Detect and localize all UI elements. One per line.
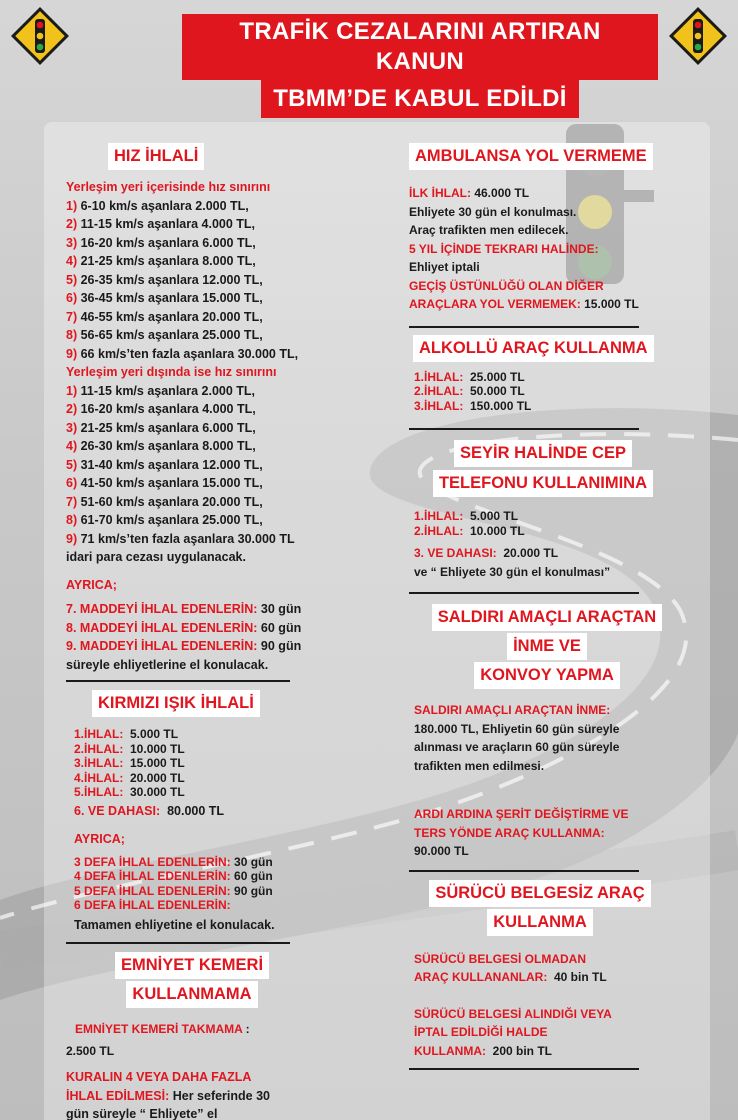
item-number: 6): [66, 291, 78, 305]
phone-more-label: 3. VE DAHASI:: [414, 546, 497, 560]
item-number: 8): [66, 513, 78, 527]
list-item: [66, 637, 336, 656]
item-number: 9): [66, 346, 78, 361]
item-text: 36-45 km/s aşanlara 15.000 TL,: [80, 291, 263, 305]
seatbelt-line-3-label: İHLAL EDİLMESİ:: [66, 1088, 170, 1103]
item-value: 20.000 TL: [123, 770, 185, 785]
list-item: [414, 384, 699, 399]
item-number: 9): [66, 531, 78, 546]
item-label: 2.İHLAL:: [74, 741, 124, 756]
item-number: 7): [66, 309, 78, 324]
list-item: [66, 215, 336, 234]
ambulance-first-label: İLK İHLAL:: [409, 186, 471, 200]
list-item: [74, 742, 336, 757]
item-number: 6): [66, 476, 78, 490]
ambulance-line-7-label: ARAÇLARA YOL VERMEMEK:: [409, 297, 581, 311]
red-light-more-label: 6. VE DAHASI:: [74, 803, 161, 818]
list-item: [74, 771, 336, 786]
list-item: [66, 234, 336, 253]
item-label: 2.İHLAL:: [414, 523, 464, 538]
ambulance-line-2: Ehliyete 30 gün el konulması.: [409, 204, 577, 219]
alcohol-list: [414, 370, 699, 414]
attack-line-4: trafikten men edilmesi.: [414, 758, 545, 773]
list-item: [74, 869, 336, 884]
list-item: [74, 756, 336, 771]
ambulance-line-3: Araç trafikten men edilecek.: [409, 223, 569, 237]
alcohol-heading: ALKOLLÜ ARAÇ KULLANMA: [413, 335, 654, 362]
item-number: 7): [66, 494, 78, 509]
list-item: [66, 600, 336, 619]
madde-note: süreyle ehliyetlerine el konulacak.: [66, 657, 269, 672]
title-line-2: TBMM’DE KABUL EDİLDİ: [261, 80, 579, 118]
ambulance-line-5: Ehliyet iptali: [409, 260, 480, 274]
list-item: [414, 524, 699, 539]
item-value: 90 gün: [230, 883, 273, 898]
phone-heading-2: TELEFONU KULLANIMINA: [433, 470, 653, 497]
license-line-5-label: KULLANMA:: [414, 1043, 486, 1058]
ayrica-label-2: AYRICA;: [74, 832, 125, 846]
license-line-1: SÜRÜCÜ BELGESİ OLMADAN: [414, 951, 587, 966]
item-number: 8): [66, 328, 78, 342]
list-item: [74, 855, 336, 870]
section-divider: [409, 428, 639, 430]
ambulance-line-7-amount: 15.000 TL: [580, 297, 639, 311]
item-text: 11-15 km/s aşanlara 2.000 TL,: [80, 383, 256, 398]
ambulance-line-6: GEÇİŞ ÜSTÜNLÜĞÜ OLAN DİĞER: [409, 278, 604, 293]
section-divider: [409, 326, 639, 328]
item-label: 5 DEFA İHLAL EDENLERİN:: [74, 883, 231, 898]
item-label: 1.İHLAL:: [74, 727, 124, 741]
attack-line-1: SALDIRI AMAÇLI ARAÇTAN İNME:: [414, 703, 611, 717]
item-text: 71 km/s’ten fazla aşanlara 30.000 TL: [80, 531, 295, 546]
license-line-5-amount: 200 bin TL: [485, 1043, 552, 1058]
section-divider: [409, 592, 639, 594]
title-line-1: TRAFİK CEZALARINI ARTIRAN KANUN: [182, 14, 658, 80]
item-label: 8. MADDEYİ İHLAL EDENLERİN:: [66, 620, 258, 635]
attack-line-7: 90.000 TL: [414, 844, 469, 858]
list-item: [66, 289, 336, 308]
item-label: 7. MADDEYİ İHLAL EDENLERİN:: [66, 602, 258, 616]
list-item: [66, 511, 336, 530]
item-number: 4): [66, 254, 78, 268]
license-heading-1: SÜRÜCÜ BELGESİZ ARAÇ: [429, 880, 650, 907]
item-text: 56-65 km/s aşanlara 25.000 TL,: [80, 328, 263, 342]
seatbelt-line-label: EMNİYET KEMERİ TAKMAMA: [75, 1022, 243, 1036]
item-text: 21-25 km/s aşanlara 8.000 TL,: [80, 254, 256, 268]
license-line-4: İPTAL EDİLDİĞİ HALDE: [414, 1025, 548, 1039]
item-text: 26-35 km/s aşanlara 12.000 TL,: [80, 272, 263, 287]
right-column: [409, 143, 699, 1070]
phone-note: ve “ Ehliyete 30 gün el konulması”: [414, 564, 611, 579]
list-item: [66, 326, 336, 345]
item-value: 90 gün: [257, 639, 302, 653]
seatbelt-line-colon: :: [242, 1022, 250, 1036]
list-item: [74, 898, 336, 913]
item-label: 5.İHLAL:: [74, 785, 124, 799]
phone-heading-1: SEYİR HALİNDE CEP: [454, 440, 632, 467]
item-number: 2): [66, 217, 78, 231]
repeat-list: [74, 855, 336, 913]
item-number: 4): [66, 439, 78, 453]
item-text: 11-15 km/s aşanlara 4.000 TL,: [80, 217, 256, 231]
section-divider: [66, 942, 290, 944]
item-value: 25.000 TL: [463, 369, 525, 384]
attack-line-5: ARDI ARDINA ŞERİT DEĞİŞTİRME VE: [414, 807, 629, 821]
list-item: [66, 382, 336, 401]
ambulance-heading: AMBULANSA YOL VERMEME: [409, 143, 653, 170]
phone-list: [414, 509, 699, 538]
item-text: 6-10 km/s aşanlara 2.000 TL,: [80, 198, 249, 213]
list-item: [74, 727, 336, 742]
list-item: [66, 456, 336, 475]
item-number: 2): [66, 402, 78, 416]
seatbelt-line-3-text: Her seferinde 30: [169, 1088, 270, 1103]
item-label: 4.İHLAL:: [74, 770, 124, 785]
attack-line-2: 180.000 TL, Ehliyetin 60 gün süreyle: [414, 721, 620, 736]
list-item: [66, 493, 336, 512]
madde-list: [66, 600, 336, 656]
license-line-2-amount: 40 bin TL: [547, 970, 607, 984]
item-label: 6 DEFA İHLAL EDENLERİN:: [74, 898, 231, 912]
item-value: 30 gün: [257, 602, 302, 616]
item-label: 2.İHLAL:: [414, 384, 464, 398]
item-value: 60 gün: [230, 869, 273, 883]
ambulance-line-4: 5 YIL İÇİNDE TEKRARI HALİNDE:: [409, 241, 599, 256]
item-number: 1): [66, 198, 78, 213]
item-text: 31-40 km/s aşanlara 12.000 TL,: [80, 457, 263, 472]
seatbelt-heading-2: KULLANMAMA: [126, 981, 257, 1008]
item-value: 10.000 TL: [463, 523, 525, 538]
item-text: 66 km/s’ten fazla aşanlara 30.000 TL,: [80, 346, 299, 361]
list-item: [66, 345, 336, 364]
rural-speed-title: Yerleşim yeri dışında ise hız sınırını: [66, 365, 277, 379]
attack-line-6: TERS YÖNDE ARAÇ KULLANMA:: [414, 825, 605, 840]
seatbelt-amount: 2.500 TL: [66, 1043, 115, 1058]
section-divider: [409, 870, 639, 872]
license-line-3: SÜRÜCÜ BELGESİ ALINDIĞI VEYA: [414, 1006, 612, 1021]
license-line-2-label: ARAÇ KULLANANLAR:: [414, 970, 548, 984]
seatbelt-line-4: gün süreyle “ Ehliyete” el: [66, 1107, 218, 1120]
list-item: [66, 271, 336, 290]
attack-heading-2: İNME VE: [507, 633, 587, 660]
item-value: 150.000 TL: [463, 398, 532, 413]
attack-heading-3: KONVOY YAPMA: [474, 662, 620, 689]
speed-violation-heading: HIZ İHLALİ: [108, 143, 204, 170]
rural-speed-list: [66, 382, 336, 549]
list-item: [74, 785, 336, 800]
item-value: 5.000 TL: [123, 727, 179, 741]
item-value: 15.000 TL: [123, 756, 185, 770]
list-item: [74, 884, 336, 899]
urban-speed-list: [66, 197, 336, 364]
seatbelt-heading-1: EMNİYET KEMERİ: [115, 952, 269, 979]
list-item: [66, 619, 336, 638]
repeat-note: Tamamen ehliyetine el konulacak.: [74, 917, 275, 932]
seatbelt-line-2: KURALIN 4 VEYA DAHA FAZLA: [66, 1070, 252, 1084]
item-text: 61-70 km/s aşanlara 25.000 TL,: [80, 513, 263, 527]
ayrica-label: AYRICA;: [66, 577, 117, 592]
traffic-light-sign-icon: [668, 6, 728, 66]
left-column: [66, 143, 336, 1120]
item-text: 16-20 km/s aşanlara 6.000 TL,: [80, 235, 256, 250]
page-title: [182, 14, 658, 118]
red-light-heading: KIRMIZI IŞIK İHLALİ: [92, 690, 260, 717]
item-number: 5): [66, 457, 78, 472]
list-item: [66, 308, 336, 327]
list-item: [414, 509, 699, 524]
item-number: 3): [66, 235, 78, 250]
urban-speed-title: Yerleşim yeri içerisinde hız sınırını: [66, 180, 271, 194]
item-label: 3 DEFA İHLAL EDENLERİN:: [74, 854, 231, 869]
item-label: 4 DEFA İHLAL EDENLERİN:: [74, 869, 231, 883]
item-text: 51-60 km/s aşanlara 20.000 TL,: [80, 494, 263, 509]
section-divider: [409, 1068, 639, 1070]
item-value: 30.000 TL: [123, 785, 185, 799]
item-label: 3.İHLAL:: [74, 756, 124, 770]
license-heading-2: KULLANMA: [487, 909, 592, 936]
list-item: [66, 400, 336, 419]
list-item: [414, 370, 699, 385]
list-item: [66, 530, 336, 549]
item-label: 1.İHLAL:: [414, 369, 464, 384]
list-item: [66, 197, 336, 216]
attack-line-3: alınması ve araçların 60 gün süreyle: [414, 740, 620, 754]
item-number: 3): [66, 420, 78, 435]
item-number: 1): [66, 383, 78, 398]
item-value: 10.000 TL: [123, 741, 185, 756]
list-item: [414, 399, 699, 414]
list-item: [66, 437, 336, 456]
red-light-more-amount: 80.000 TL: [160, 803, 225, 818]
item-value: 30 gün: [230, 854, 273, 869]
ambulance-first-amount: 46.000 TL: [471, 186, 530, 200]
item-number: 5): [66, 272, 78, 287]
phone-more-amount: 20.000 TL: [496, 546, 559, 560]
list-item: [66, 474, 336, 493]
section-divider: [66, 680, 290, 682]
item-label: 1.İHLAL:: [414, 509, 464, 523]
list-item: [66, 252, 336, 271]
item-label: 3.İHLAL:: [414, 398, 464, 413]
attack-heading-1: SALDIRI AMAÇLI ARAÇTAN: [432, 604, 662, 631]
red-light-list: [74, 727, 336, 800]
item-text: 16-20 km/s aşanlara 4.000 TL,: [80, 402, 256, 416]
item-text: 26-30 km/s aşanlara 8.000 TL,: [80, 439, 256, 453]
item-label: 9. MADDEYİ İHLAL EDENLERİN:: [66, 639, 258, 653]
item-value: 5.000 TL: [463, 509, 519, 523]
traffic-light-sign-icon: [10, 6, 70, 66]
item-value: 50.000 TL: [463, 384, 525, 398]
item-text: 41-50 km/s aşanlara 15.000 TL,: [80, 476, 263, 490]
item-value: 60 gün: [257, 620, 302, 635]
speed-note: idari para cezası uygulanacak.: [66, 550, 246, 564]
list-item: [66, 419, 336, 438]
item-text: 46-55 km/s aşanlara 20.000 TL,: [80, 309, 263, 324]
item-text: 21-25 km/s aşanlara 6.000 TL,: [80, 420, 256, 435]
